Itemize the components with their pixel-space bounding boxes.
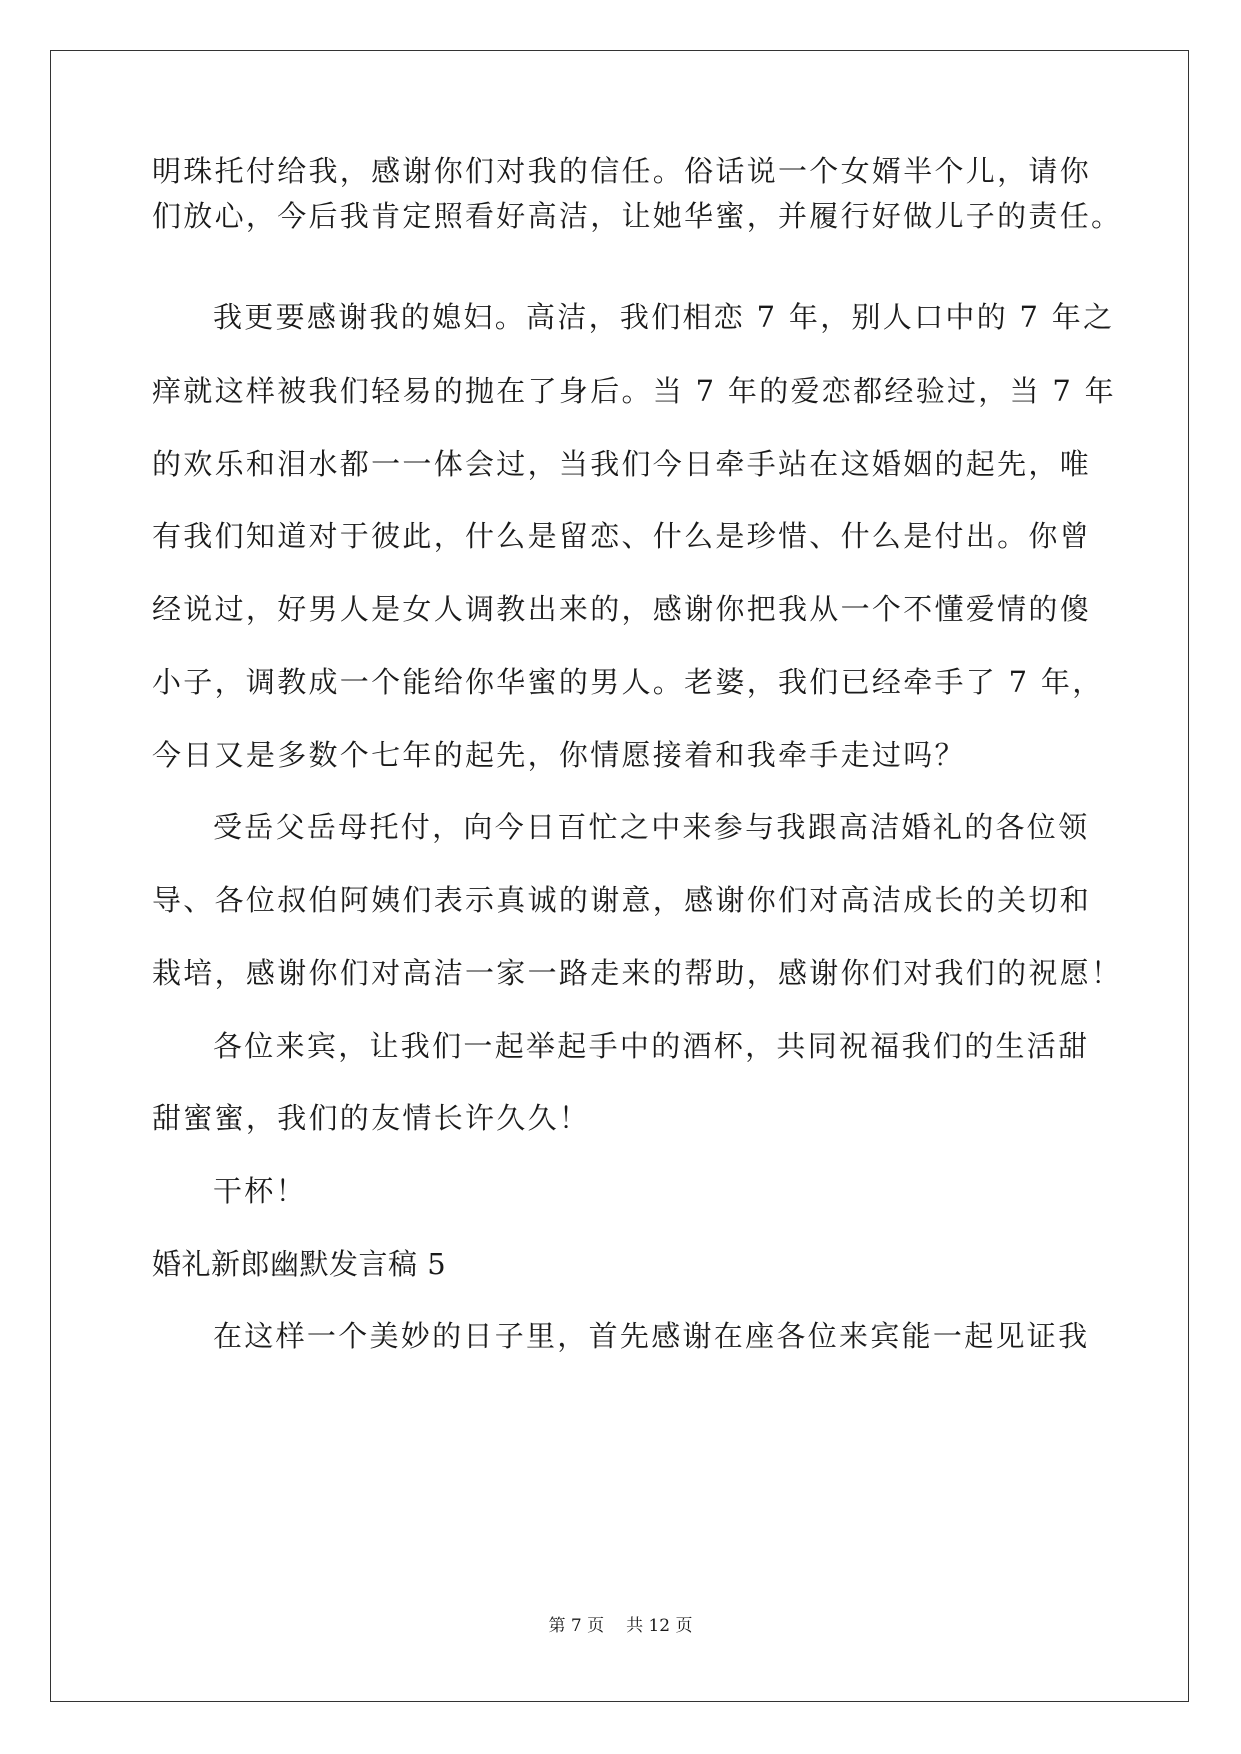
paragraph-start-line: 各位来宾，让我们一起举起手中的酒杯，共同祝福我们的生活甜	[213, 1029, 1090, 1063]
page-total: 共 12 页	[626, 1616, 693, 1636]
text-line: 痒就这样被我们轻易的抛在了身后。当 7 年的爱恋都经验过，当 7 年	[152, 374, 1116, 408]
text-line: 小子，调教成一个能给你华蜜的男人。老婆，我们已经牵手了 7 年，	[152, 665, 1104, 699]
text-line: 们放心，今后我肯定照看好高洁，让她华蜜，并履行好做儿子的责任。	[152, 199, 1123, 233]
section-heading: 婚礼新郎幽默发言稿 5	[152, 1247, 447, 1281]
text-line: 甜蜜蜜，我们的友情长许久久！	[152, 1101, 591, 1135]
paragraph-start-line: 受岳父岳母托付，向今日百忙之中来参与我跟高洁婚礼的各位领	[213, 810, 1090, 844]
text-line: 导、各位叔伯阿姨们表示真诚的谢意，感谢你们对高洁成长的关切和	[152, 883, 1092, 917]
text-line: 经说过，好男人是女人调教出来的，感谢你把我从一个不懂爱情的傻	[152, 592, 1092, 626]
page-footer	[0, 1614, 1241, 1638]
text-line: 明珠托付给我，感谢你们对我的信任。俗话说一个女婿半个儿，请你	[152, 154, 1092, 188]
page-number: 第 7 页	[548, 1616, 605, 1636]
text-line: 的欢乐和泪水都一一体会过，当我们今日牵手站在这婚姻的起先，唯	[152, 447, 1092, 481]
text-line: 栽培，感谢你们对高洁一家一路走来的帮助，感谢你们对我们的祝愿！	[152, 956, 1123, 990]
paragraph-start-line: 干杯！	[213, 1174, 307, 1208]
paragraph-start-line: 在这样一个美妙的日子里，首先感谢在座各位来宾能一起见证我	[213, 1319, 1090, 1353]
text-line: 今日又是多数个七年的起先，你情愿接着和我牵手走过吗？	[152, 738, 966, 772]
paragraph-start-line: 我更要感谢我的媳妇。高洁，我们相恋 7 年，别人口中的 7 年之	[213, 300, 1115, 334]
text-line: 有我们知道对于彼此，什么是留恋、什么是珍惜、什么是付出。你曾	[152, 519, 1092, 553]
